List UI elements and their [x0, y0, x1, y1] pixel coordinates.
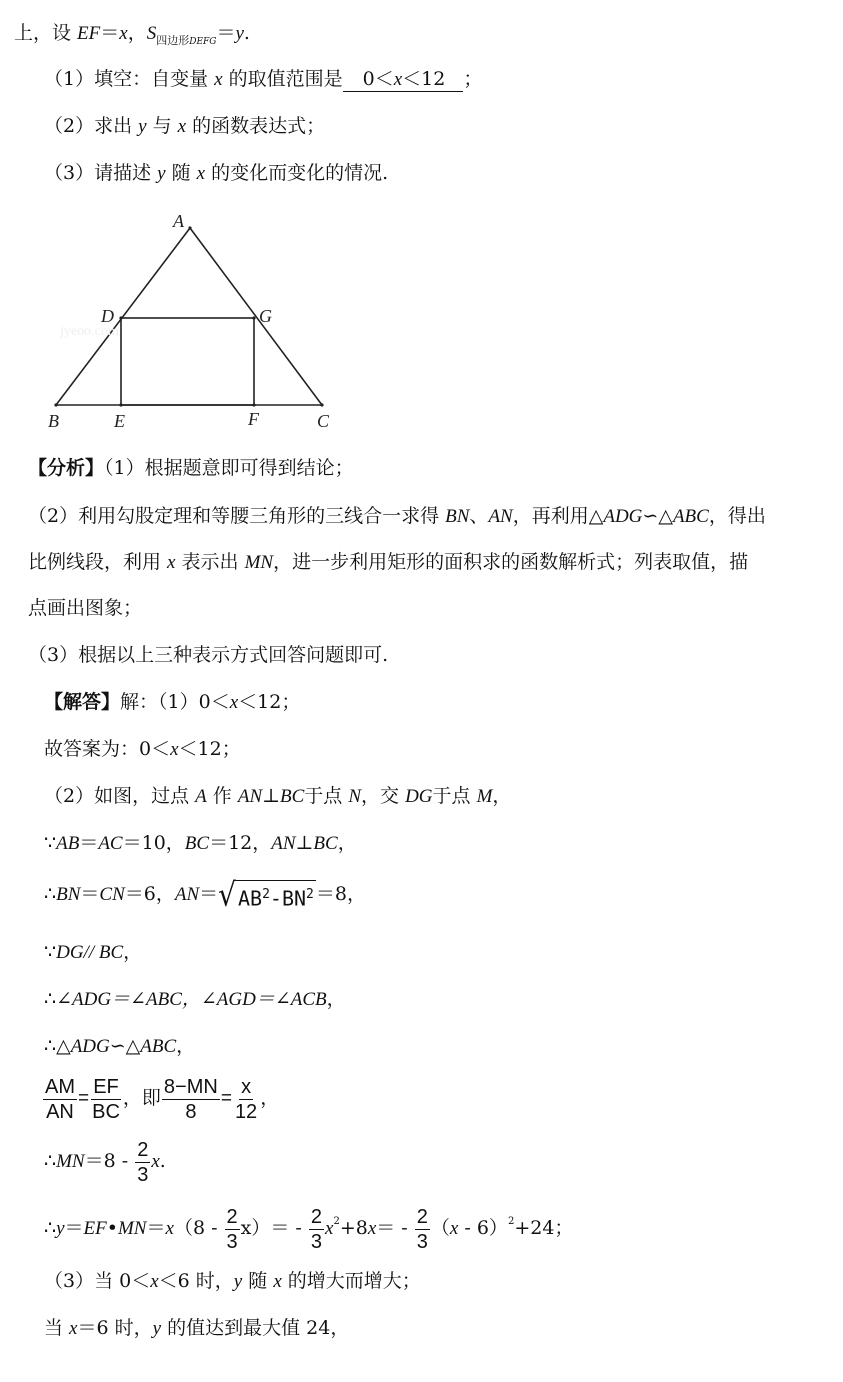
solution-line-3 — [44, 784, 511, 809]
text: ＝10， — [122, 832, 185, 854]
text: 当 — [44, 1317, 70, 1339]
text: ∽△ — [642, 505, 673, 527]
denominator: 3 — [310, 1230, 322, 1253]
sqrt-expression — [218, 875, 316, 914]
radicand — [236, 880, 316, 911]
denominator: 3 — [226, 1230, 238, 1253]
analysis-heading-line — [28, 456, 354, 480]
label-a: A — [173, 211, 184, 231]
radical-icon: √ — [218, 875, 236, 914]
text: ＝6， — [124, 883, 175, 905]
var: ∠ADG＝∠ABC，∠AGD＝∠ACB — [56, 989, 327, 1010]
exponent: 2 — [262, 886, 270, 902]
text: ，得出 — [708, 505, 766, 527]
text: ＝ — [199, 883, 219, 905]
var: AN⊥BC — [237, 786, 305, 807]
numerator: x — [241, 1075, 252, 1098]
var: AN⊥BC — [271, 833, 338, 854]
var-y: y — [233, 1271, 243, 1292]
var: BN — [56, 884, 81, 905]
text: ； — [463, 68, 483, 90]
var: AN — [488, 506, 513, 527]
var: N — [348, 786, 362, 807]
text: ＝ — [64, 1217, 84, 1239]
text: +8 — [339, 1217, 368, 1239]
fraction-am-an — [43, 1076, 77, 1123]
text: 、 — [469, 505, 489, 527]
fraction-2-3 — [225, 1206, 240, 1253]
var: CN — [99, 884, 125, 905]
text: 的取值范围是 — [222, 68, 343, 90]
var: ADG — [603, 506, 643, 527]
answer-blank — [343, 68, 464, 92]
analysis-step-3 — [28, 643, 388, 667]
numerator: EF — [93, 1075, 119, 1098]
fraction-2-3 — [415, 1206, 430, 1253]
fraction-x-12 — [233, 1076, 259, 1123]
text: -BN — [269, 886, 307, 911]
var-ef: EF — [77, 23, 101, 44]
question-1 — [44, 67, 482, 92]
text: ＜6 时， — [158, 1270, 234, 1292]
text: ＝8， — [315, 883, 366, 905]
var-x: x — [151, 1151, 160, 1172]
text: 的函数表达式； — [186, 115, 326, 137]
text: ， — [492, 785, 512, 807]
therefore-symbol: ∴ — [44, 1150, 57, 1172]
solution-line-4 — [44, 831, 357, 856]
text: ＝ — [216, 22, 236, 44]
text: = — [78, 1088, 90, 1109]
var-x: x — [150, 1271, 159, 1292]
var-x: x — [325, 1218, 334, 1239]
analysis-step-1: （1）根据题意即可得到结论； — [104, 457, 354, 479]
watermark: jyeoo.com — [60, 324, 119, 339]
text: （8 - — [173, 1217, 224, 1239]
var-x: x — [170, 739, 179, 760]
var: MN — [56, 1151, 85, 1172]
text: = — [220, 1088, 232, 1109]
text: 点画出图象； — [28, 597, 143, 619]
text: AB — [237, 886, 263, 911]
text: （3）根据以上三种表示方式回答问题即可. — [28, 644, 389, 666]
text: 解：（1）0＜ — [120, 691, 230, 713]
text: 与 — [146, 115, 178, 137]
denominator: 3 — [137, 1163, 149, 1186]
analysis-step-2a — [28, 504, 766, 529]
text: 0＜ — [362, 68, 394, 90]
solution-line-10 — [44, 1136, 166, 1187]
var: EF — [83, 1218, 107, 1239]
denominator: AN — [46, 1100, 74, 1123]
text: ，即 — [122, 1087, 161, 1109]
fraction-2-3 — [309, 1206, 324, 1253]
text: 于点 — [304, 785, 349, 807]
numerator: AM — [45, 1075, 75, 1098]
solution-line-2 — [44, 737, 241, 762]
var: MN — [117, 1218, 147, 1239]
var-x: x — [177, 116, 187, 137]
solution-line-13 — [44, 1316, 349, 1341]
text: 上，设 — [14, 22, 78, 44]
text: ， — [337, 832, 357, 854]
text: （2）如图，过点 — [44, 785, 196, 807]
text: （3）当 0＜ — [44, 1270, 151, 1292]
therefore-symbol: ∴ — [44, 883, 57, 905]
numerator: 2 — [226, 1205, 238, 1228]
exponent: 2 — [333, 1216, 340, 1227]
var-y: y — [157, 163, 166, 184]
solution-line-12 — [44, 1269, 421, 1294]
text: - 6） — [458, 1217, 508, 1239]
question-3 — [44, 161, 388, 186]
text: ＝ - — [376, 1217, 414, 1239]
text: ＜12； — [178, 738, 241, 760]
var: BC — [184, 833, 210, 854]
var: ABC — [672, 506, 709, 527]
problem-intro — [14, 21, 250, 54]
exponent: 2 — [507, 1216, 515, 1227]
label-g: G — [259, 306, 272, 326]
text: （1）填空：自变量 — [44, 68, 215, 90]
denominator: BC — [92, 1100, 120, 1123]
var: BN — [445, 506, 470, 527]
subscript-defg: DEFG — [189, 37, 217, 47]
text: ＝12， — [209, 832, 272, 854]
numerator: 8−MN — [163, 1075, 218, 1098]
var-x: x — [449, 1218, 459, 1239]
numerator: 2 — [416, 1205, 428, 1228]
var-x: x — [214, 69, 223, 90]
text: +24； — [514, 1217, 574, 1239]
var-x: x — [273, 1271, 282, 1292]
text: . — [159, 1150, 166, 1172]
label-d: D — [101, 306, 114, 326]
question-2 — [44, 114, 325, 139]
text: x）＝ - — [240, 1217, 308, 1239]
therefore-symbol: ∴ — [44, 988, 57, 1010]
therefore-symbol: ∴ — [44, 1035, 57, 1057]
text: ＜12 — [402, 68, 446, 90]
text: ＝ — [146, 1217, 166, 1239]
text: 表示出 — [175, 551, 245, 573]
text: ， — [127, 22, 147, 44]
text: ， — [123, 941, 143, 963]
text: （2）利用勾股定理和等腰三角形的三线合一求得 — [28, 505, 446, 527]
text: 的变化而变化的情况. — [205, 162, 389, 184]
solution-heading: 【解答】 — [44, 691, 121, 713]
var-x: x — [165, 1218, 174, 1239]
text: • — [106, 1217, 118, 1239]
denominator: 12 — [234, 1100, 258, 1123]
var-x: x — [367, 1218, 377, 1239]
var-mn: MN — [244, 552, 274, 573]
analysis-step-2b — [28, 550, 748, 575]
var-x: x — [393, 69, 403, 90]
because-symbol: ∵ — [44, 832, 57, 854]
solution-line-5 — [44, 876, 366, 913]
exponent: 2 — [306, 886, 314, 902]
text: 于点 — [432, 785, 477, 807]
text: （3）请描述 — [44, 162, 158, 184]
var-x: x — [119, 23, 128, 44]
var-y: y — [235, 23, 244, 44]
label-e: E — [114, 411, 125, 431]
label-b: B — [48, 411, 59, 431]
numerator: 2 — [310, 1205, 322, 1228]
text: 随 — [242, 1270, 274, 1292]
var-x: x — [229, 692, 239, 713]
solution-line-6 — [44, 940, 142, 965]
var: DG// BC — [56, 942, 124, 963]
text: . — [243, 22, 250, 44]
var: AN — [174, 884, 200, 905]
text: ＝ — [79, 832, 99, 854]
var: AC — [98, 833, 123, 854]
var-y: y — [152, 1318, 162, 1339]
solution-line-1 — [44, 690, 300, 715]
therefore-symbol: ∴ — [44, 1217, 57, 1239]
text: （2）求出 — [44, 115, 139, 137]
text: ＝8 - — [84, 1150, 135, 1172]
text: （ — [430, 1217, 450, 1239]
var-s: S — [146, 23, 157, 44]
denominator: 3 — [416, 1230, 428, 1253]
text: 作 — [206, 785, 238, 807]
var: △ADG∽△ABC — [56, 1036, 177, 1057]
solution-line-9 — [42, 1073, 279, 1124]
var-x: x — [69, 1318, 78, 1339]
fraction-ef-bc — [90, 1076, 122, 1123]
subscript: 四边形 — [156, 34, 190, 47]
var-y: y — [138, 116, 147, 137]
numerator: 2 — [137, 1138, 149, 1161]
var: A — [195, 786, 207, 807]
analysis-step-2c — [28, 596, 142, 620]
text: ＝ — [100, 22, 120, 44]
text: 故答案为：0＜ — [44, 738, 171, 760]
text: ，进一步利用矩形的面积求的函数解析式；列表取值，描 — [273, 551, 749, 573]
var-y: y — [56, 1218, 65, 1239]
var: DG — [405, 786, 433, 807]
because-symbol: ∵ — [44, 941, 57, 963]
text: 随 — [165, 162, 197, 184]
label-c: C — [317, 411, 330, 431]
text: ，再利用△ — [512, 505, 604, 527]
label-f: F — [248, 409, 259, 429]
text: ， — [176, 1035, 196, 1057]
var: AB — [56, 833, 80, 854]
text: ， — [326, 988, 346, 1010]
fraction-8-mn — [162, 1076, 220, 1123]
var-x: x — [196, 163, 206, 184]
solution-line-8 — [44, 1034, 195, 1059]
text: 的增大而增大； — [281, 1270, 421, 1292]
text: ＝ — [80, 883, 100, 905]
text: 比例线段，利用 — [28, 551, 168, 573]
triangle-rectangle-figure — [40, 205, 340, 440]
var: M — [476, 786, 493, 807]
text: ，交 — [361, 785, 406, 807]
analysis-heading: 【分析】 — [28, 457, 105, 479]
text: ， — [260, 1087, 280, 1109]
fraction-2-3 — [135, 1139, 150, 1186]
text: ＝6 时， — [77, 1317, 153, 1339]
text: 的值达到最大值 24， — [161, 1317, 350, 1339]
var-x: x — [167, 552, 176, 573]
denominator: 8 — [185, 1100, 197, 1123]
solution-line-11 — [44, 1197, 573, 1254]
text: ＜12； — [238, 691, 301, 713]
solution-line-7 — [44, 987, 346, 1012]
